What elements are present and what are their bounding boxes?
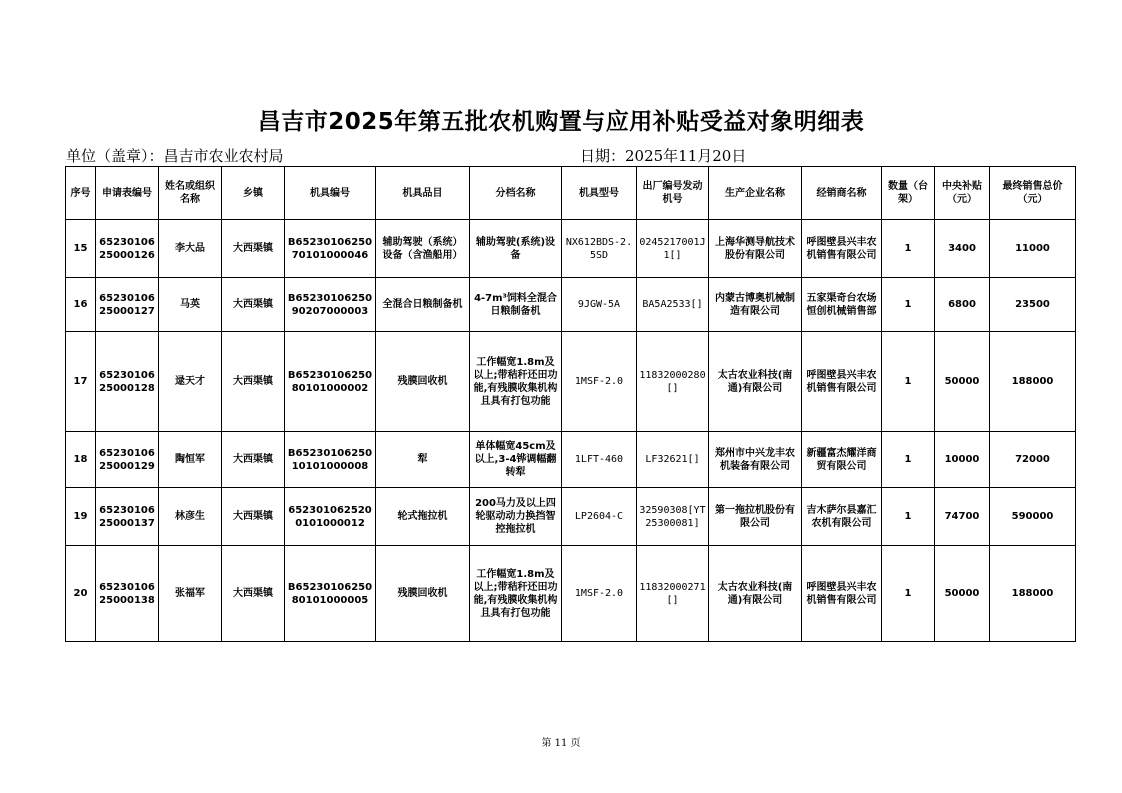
table-cell: 6523010625000128 [96,332,159,432]
table-cell: NX612BDS-2.5SD [562,220,637,278]
table-cell: 590000 [990,488,1076,546]
table-cell: 残膜回收机 [376,332,470,432]
table-cell: 1MSF-2.0 [562,546,637,642]
table-cell: 大西渠镇 [222,332,285,432]
page-number: 第 11 页 [541,738,581,749]
table-cell: B6523010625090207000003 [285,278,376,332]
table-row [66,332,1076,432]
column-header: 生产企业名称 [709,167,802,220]
column-header: 分档名称 [470,167,562,220]
table-cell: 10000 [935,432,990,488]
table-cell: 1 [882,546,935,642]
table-cell: 1 [882,278,935,332]
table-cell: 1 [882,432,935,488]
table-cell: 74700 [935,488,990,546]
table-cell: 6800 [935,278,990,332]
table-cell: 1 [882,488,935,546]
table-cell: 11832000280[] [637,332,709,432]
table-cell: 18 [66,432,96,488]
column-header: 出厂编号发动机号 [637,167,709,220]
table-cell: 16 [66,278,96,332]
table-cell: 50000 [935,546,990,642]
column-header: 申请表编号 [96,167,159,220]
table-row [66,220,1076,278]
table-cell: 11832000271[] [637,546,709,642]
table-cell: 19 [66,488,96,546]
table-cell: 张福军 [159,546,222,642]
table-cell: 全混合日粮制备机 [376,278,470,332]
table-cell: 逯天才 [159,332,222,432]
table-cell: 3400 [935,220,990,278]
table-cell: 辅助驾驶(系统)设备 [470,220,562,278]
table-row [66,432,1076,488]
column-header: 机具型号 [562,167,637,220]
page-title: 昌吉市2025年第五批农机购置与应用补贴受益对象明细表 [257,109,865,135]
table-cell: 9JGW-5A [562,278,637,332]
table-cell: B6523010625080101000002 [285,332,376,432]
table-cell: 辅助驾驶（系统）设备（含渔船用） [376,220,470,278]
table-cell: 6523010625200101000012 [285,488,376,546]
column-header: 数量（台架） [882,167,935,220]
table-cell: 1LFT-460 [562,432,637,488]
unit-label: 单位（盖章）：昌吉市农业农村局 [66,147,284,165]
table-cell: 6523010625000138 [96,546,159,642]
column-header: 经销商名称 [802,167,882,220]
table-row [66,278,1076,332]
table-row [66,546,1076,642]
column-header: 姓名或组织名称 [159,167,222,220]
table-cell: 马英 [159,278,222,332]
table-cell: 大西渠镇 [222,278,285,332]
table-cell: 6523010625000127 [96,278,159,332]
beneficiary-table [65,166,1076,642]
table-cell: 太古农业科技(南通)有限公司 [709,332,802,432]
table-cell: 1 [882,220,935,278]
table-cell: 大西渠镇 [222,488,285,546]
table-cell: 陶恒军 [159,432,222,488]
table-cell: 大西渠镇 [222,432,285,488]
table-header-row [66,167,1076,220]
column-header: 中央补贴（元） [935,167,990,220]
table-cell: 残膜回收机 [376,546,470,642]
table-cell: 大西渠镇 [222,220,285,278]
table-cell: 新疆富杰耀洋商贸有限公司 [802,432,882,488]
table-cell: 0245217001J1[] [637,220,709,278]
table-cell: 6523010625000129 [96,432,159,488]
table-cell: LP2604-C [562,488,637,546]
table-cell: 11000 [990,220,1076,278]
table-cell: 50000 [935,332,990,432]
table-cell: 工作幅宽1.8m及以上;带秸秆还田功能,有残膜收集机构且具有打包功能 [470,546,562,642]
column-header: 最终销售总价（元） [990,167,1076,220]
table-cell: 犁 [376,432,470,488]
table-cell: 6523010625000137 [96,488,159,546]
table-cell: 32590308[YT25300081] [637,488,709,546]
table-body [66,220,1076,642]
date-label: 日期：2025年11月20日 [580,147,747,165]
table-cell: 1 [882,332,935,432]
table-cell: 呼图壁县兴丰农机销售有限公司 [802,220,882,278]
table-row [66,488,1076,546]
table-cell: B6523010625010101000008 [285,432,376,488]
table-cell: 李大品 [159,220,222,278]
table-cell: 五家渠奇台农场恒创机械销售部 [802,278,882,332]
table-cell: B6523010625070101000046 [285,220,376,278]
table-cell: LF32621[] [637,432,709,488]
table-cell: 1MSF-2.0 [562,332,637,432]
table-cell: 72000 [990,432,1076,488]
table-cell: BA5A2533[] [637,278,709,332]
column-header: 序号 [66,167,96,220]
table-cell: 188000 [990,546,1076,642]
column-header: 机具编号 [285,167,376,220]
table-cell: 林彦生 [159,488,222,546]
table-cell: 内蒙古博奥机械制造有限公司 [709,278,802,332]
table-cell: 呼图壁县兴丰农机销售有限公司 [802,332,882,432]
table-cell: 大西渠镇 [222,546,285,642]
table-cell: 15 [66,220,96,278]
table-cell: 上海华测导航技术股份有限公司 [709,220,802,278]
table-cell: 17 [66,332,96,432]
table-cell: 郑州市中兴龙丰农机装备有限公司 [709,432,802,488]
table-cell: 第一拖拉机股份有限公司 [709,488,802,546]
table-cell: 工作幅宽1.8m及以上;带秸秆还田功能,有残膜收集机构且具有打包功能 [470,332,562,432]
table-cell: 呼图壁县兴丰农机销售有限公司 [802,546,882,642]
column-header: 乡镇 [222,167,285,220]
table-cell: 太古农业科技(南通)有限公司 [709,546,802,642]
table-cell: 20 [66,546,96,642]
table-cell: 188000 [990,332,1076,432]
table-cell: 吉木萨尔县嘉汇农机有限公司 [802,488,882,546]
table-cell: 单体幅宽45cm及以上,3-4铧调幅翻转犁 [470,432,562,488]
table-cell: 6523010625000126 [96,220,159,278]
table-cell: B6523010625080101000005 [285,546,376,642]
table-cell: 轮式拖拉机 [376,488,470,546]
table-cell: 4-7m³饲料全混合日粮制备机 [470,278,562,332]
table-cell: 200马力及以上四轮驱动动力换挡智控拖拉机 [470,488,562,546]
column-header: 机具品目 [376,167,470,220]
table-cell: 23500 [990,278,1076,332]
